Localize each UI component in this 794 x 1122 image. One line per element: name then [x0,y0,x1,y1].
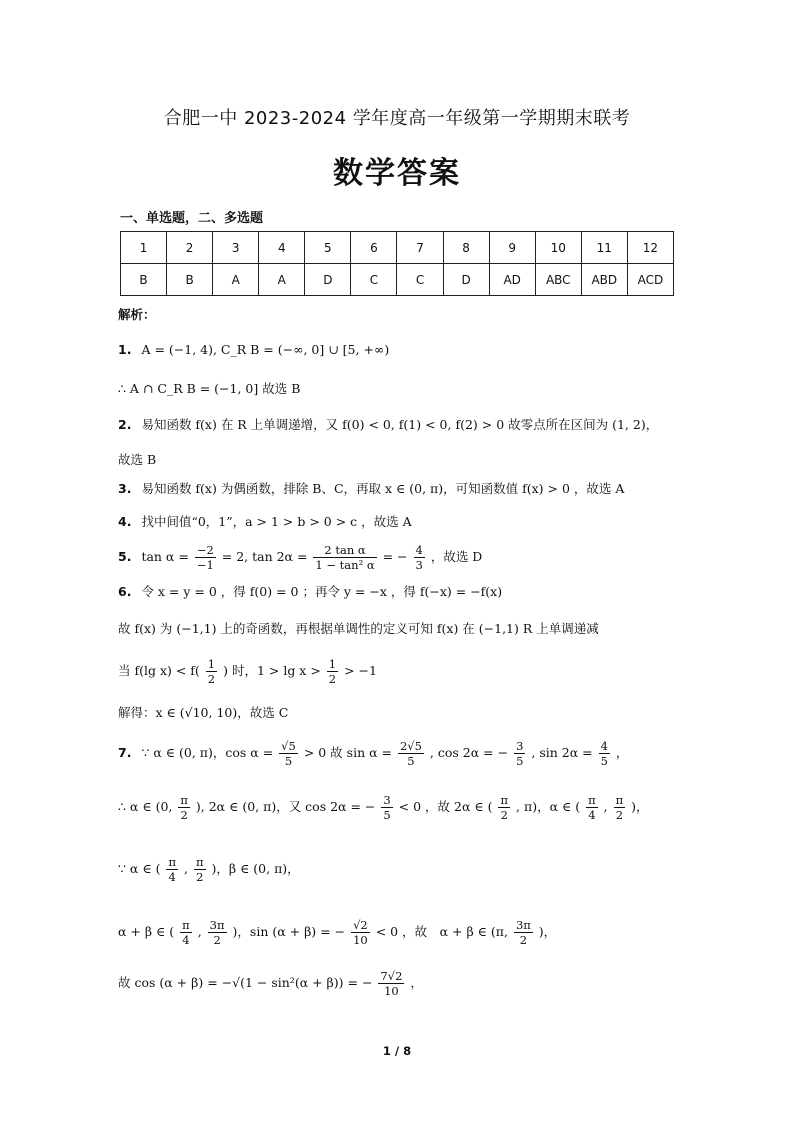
q7-l2-text-f: )， [631,799,649,814]
q7-l2-fraction-1 [178,793,190,822]
q7-l3-text-c: )，β ∈ (0, π)， [211,861,300,876]
q7-l1-text-a: ∵ α ∈ (0, π)，cos α = [141,745,274,760]
question-number-cell: 3 [213,232,259,264]
q5-text-c: = − [382,549,408,564]
q7-l2-fraction-5 [614,793,626,822]
q6-line4: 解得：x ∈ (√10, 10)，故选 C [118,705,289,720]
question-number-cell: 7 [397,232,443,264]
q7-l1-f4-numerator: 4 [600,739,608,753]
q7-l2-text-b: ), 2α ∈ (0, π)，又 cos 2α = − [195,799,376,814]
q7-l4-f4-numerator: 3π [515,918,531,932]
q2-line2: 故选 B [118,452,157,467]
q7-line4 [118,918,556,947]
q7-l3-f2-denominator: 2 [196,870,204,884]
q7-l4-f1-numerator: π [182,918,190,932]
q7-l4-f2-denominator: 2 [213,933,221,947]
question-number-cell: 11 [581,232,627,264]
q7-l3-fraction-1 [166,855,178,884]
q1-line1 [118,341,389,359]
answer-cell: ABD [581,264,627,296]
q6-line1 [118,583,502,601]
q5-f1-numerator: −2 [196,543,214,557]
q7-l2-f1-numerator: π [180,793,188,807]
q7-l4-text-c: )，sin (α + β) = − [232,924,346,939]
answer-cell: C [351,264,397,296]
question-number-cell: 4 [259,232,305,264]
question-number-cell: 8 [443,232,489,264]
q7-l3-text-b: , [183,861,188,876]
exam-title: 合肥一中 2023-2024 学年度高一年级第一学期期末联考 [163,108,631,129]
q2-line1 [118,416,658,434]
question-number-cell: 5 [305,232,351,264]
q5-fraction-3 [414,543,425,572]
question-number-cell: 10 [535,232,581,264]
q7-l5-f1-denominator: 10 [384,984,399,998]
q7-l3-f2-numerator: π [195,855,204,869]
q3-line1 [118,480,624,498]
q7-l4-f3-denominator: 10 [353,933,368,947]
q7-l4-f4-denominator: 2 [519,933,528,947]
q7-l1-f1-numerator: √5 [281,739,296,753]
q6-text: 令 x = y = 0 ，得 f(0) = 0 ；再令 y = −x ，得 f(−x) = −f(x) [141,584,503,599]
q7-l2-fraction-3 [498,793,510,822]
question-number-cell: 1 [121,232,167,264]
q7-l4-fraction-2 [208,918,227,947]
q7-l2-text-e: , [603,799,608,814]
q7-l4-text-b: , [197,924,202,939]
q7-l1-f4-denominator: 5 [600,754,608,768]
q7-l4-f1-denominator: 4 [182,933,190,947]
q6-l3-f1-denominator: 2 [207,672,216,686]
q6-l3-text-a: 当 f(lg x) < f( [118,663,200,678]
q6-l3-fraction-1 [206,657,217,686]
q7-l4-fraction-1 [180,918,192,947]
q2-text: 易知函数 f(x) 在 R 上单调递增，又 f(0) < 0, f(1) < 0, f(2) > 0 故零点所在区间为 (1, 2)， [141,417,659,432]
q6-l3-f2-numerator: 1 [328,657,337,671]
q7-l4-text-a: α + β ∈ ( [118,924,175,939]
q4-text: 找中间值“0，1”，a > 1 > b > 0 > c ，故选 A [141,514,412,529]
q7-l2-fraction-2 [381,793,392,822]
q7-l1-text-d: , sin 2α = [531,745,593,760]
q7-l4-f2-numerator: 3π [209,918,225,932]
question-number-cell: 2 [167,232,213,264]
q3-number: 3. [118,481,132,496]
q5-fraction-2 [313,543,376,572]
q7-l3-fraction-2 [194,855,206,884]
q6-l3-f2-denominator: 2 [328,672,337,686]
q7-l2-f2-denominator: 5 [383,808,391,822]
q7-l1-fraction-4 [599,739,610,768]
q6-l3-f1-numerator: 1 [207,657,216,671]
answer-cell: AD [489,264,535,296]
q5-f3-denominator: 3 [415,558,423,572]
q7-l2-f4-numerator: π [588,793,596,807]
q7-l5-text-b: ， [410,975,423,990]
answer-cell: A [213,264,259,296]
q7-l2-f2-numerator: 3 [383,793,391,807]
q7-l1-f3-denominator: 5 [516,754,524,768]
page-number: 1 / 8 [382,1044,412,1058]
q6-l3-fraction-2 [327,657,338,686]
q6-l3-text-c: > −1 [344,663,377,678]
answer-cell: B [167,264,213,296]
q7-l3-f1-denominator: 4 [168,870,176,884]
q5-f1-denominator: −1 [196,558,214,572]
q7-l5-f1-numerator: 7√2 [380,969,403,983]
q6-line3 [118,657,377,686]
q5-f2-numerator: 2 tan α [313,543,376,558]
answer-cell: A [259,264,305,296]
q5-f2-denominator: 1 − tan² α [315,558,375,572]
q1-number: 1. [118,342,132,357]
answer-row [121,264,674,296]
section-heading: 一、单选题，二、多选题 [120,211,264,226]
q7-l1-f3-numerator: 3 [516,739,524,753]
q7-l2-f4-denominator: 4 [588,808,596,822]
q7-l1-text-b: > 0 故 sin α = [303,745,392,760]
q1-line2: ∴ A ∩ C_R B = (−1, 0] 故选 B [118,381,301,396]
q7-l4-text-d: < 0 ，故 α + β ∈ (π, [375,924,508,939]
q1-formula: A = (−1, 4), C_R B = (−∞, 0] ∪ [5, +∞) [141,342,390,357]
q6-number: 6. [118,584,132,599]
q7-l1-fraction-3 [514,739,525,768]
q7-line2 [118,793,649,822]
q7-l5-fraction-1 [378,969,404,998]
q5-text-d: ，故选 D [430,549,483,564]
q7-l1-f2-denominator: 5 [407,754,415,768]
q6-l3-text-b: ) 时，1 > lg x > [223,663,321,678]
answer-cell: D [443,264,489,296]
q7-l4-fraction-3 [351,918,370,947]
q5-text-b: = 2, tan 2α = [221,549,308,564]
answer-cell: ACD [627,264,673,296]
q5-f3-numerator: 4 [415,543,423,557]
q7-line1 [118,739,628,768]
q7-l2-fraction-4 [586,793,598,822]
q7-l2-f3-denominator: 2 [500,808,508,822]
q7-l4-fraction-4 [514,918,533,947]
q7-l1-fraction-1 [279,739,298,768]
question-number-cell: 6 [351,232,397,264]
q2-number: 2. [118,417,132,432]
q7-l3-f1-numerator: π [168,855,176,869]
q7-l2-text-d: , π)，α ∈ ( [516,799,581,814]
q7-l2-f3-numerator: π [500,793,509,807]
question-number-row [121,232,674,264]
q7-l5-text-a: 故 cos (α + β) = −√(1 − sin²(α + β)) = − [118,975,373,990]
answer-cell: C [397,264,443,296]
q7-l1-f2-numerator: 2√5 [399,739,422,753]
q4-number: 4. [118,514,132,529]
answer-cell: B [121,264,167,296]
q7-l4-text-e: )， [538,924,557,939]
analysis-label: 解析： [118,307,156,322]
q7-l2-text-a: ∴ α ∈ (0, [118,799,173,814]
q5-text-a: tan α = [141,549,189,564]
q3-text: 易知函数 f(x) 为偶函数，排除 B、C，再取 x ∈ (0, π)，可知函数值 f(x) > 0 ，故选 A [141,481,625,496]
q7-l1-fraction-2 [398,739,424,768]
q5-line1 [118,543,482,572]
q7-l4-f3-numerator: √2 [353,918,368,932]
q5-number: 5. [118,549,132,564]
answer-cell: D [305,264,351,296]
q4-line1 [118,513,412,531]
q7-l1-text-e: ， [615,745,629,760]
q7-l2-text-c: < 0 ，故 2α ∈ ( [398,799,493,814]
q7-l1-text-c: , cos 2α = − [429,745,509,760]
q7-l2-f5-denominator: 2 [615,808,624,822]
q7-l1-f1-denominator: 5 [284,754,293,768]
q7-l2-f1-denominator: 2 [180,808,188,822]
q7-l3-text-a: ∵ α ∈ ( [118,861,161,876]
q7-line5 [118,969,423,998]
question-number-cell: 12 [627,232,673,264]
q7-number: 7. [118,745,132,760]
q6-line2: 故 f(x) 为 (−1,1) 上的奇函数，再根据单调性的定义可知 f(x) 在 (−1,1) R 上单调递减 [118,621,599,636]
q7-line3 [118,855,300,884]
answer-cell: ABC [535,264,581,296]
q7-l2-f5-numerator: π [615,793,624,807]
question-number-cell: 9 [489,232,535,264]
answer-table [120,231,674,296]
answer-title: 数学答案 [333,156,461,191]
q5-fraction-1 [195,543,216,572]
